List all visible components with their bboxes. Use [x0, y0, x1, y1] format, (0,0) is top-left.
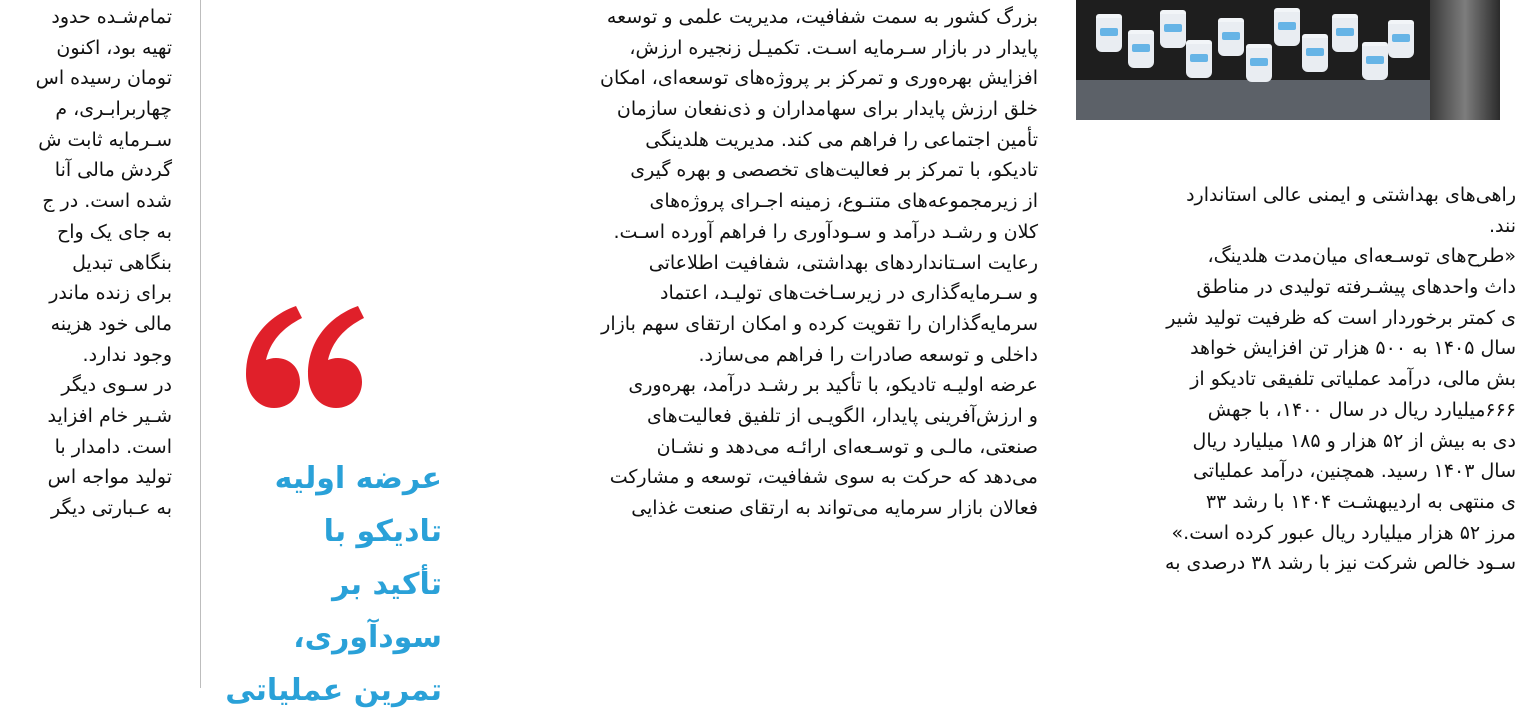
right-column-line: مرز ۵۲ هزار میلیارد ریال عبور کرده است.»	[1171, 521, 1516, 544]
left-text-column	[0, 2, 172, 524]
middle-column-line: سرمایه‌گذاران را تقویت کرده و امکان ارتقای سهم بازار	[601, 312, 1038, 335]
right-column-line: دی به بیش از ۵۲ هزار و ۱۸۵ میلیارد ریال	[1192, 429, 1516, 452]
middle-column-line: از زیرمجموعه‌های متنـوع، زمینه اجـرای پروژه‌های	[649, 190, 1038, 213]
dairy-production-line-photo	[1076, 0, 1500, 120]
pull-quote-line: تادیکو با	[323, 514, 442, 549]
middle-column-line: فعالان بازار سرمایه می‌تواند به ارتقای صنعت غذایی	[631, 497, 1038, 519]
pull-quote-line: عرضه اولیه	[274, 461, 442, 496]
right-column-line: راهی‌های بهداشتی و ایمنی عالی استاندارد	[1186, 184, 1516, 206]
middle-column-line: تأمین اجتماعی را فراهم می کند. مدیریت هلدینگی	[645, 128, 1038, 151]
middle-column-line: بزرگ کشور به سمت شفافیت، مدیریت علمی و توسعه	[606, 6, 1038, 28]
pull-quote-line: تمرین عملیاتی	[225, 673, 442, 708]
left-column-line: گردش مالی آنا	[54, 159, 172, 182]
right-column-line: ی منتهی به اردیبهشـت ۱۴۰۴ با رشد ۳۳	[1205, 490, 1516, 513]
middle-column-line: رعایت اسـتانداردهای بهداشتی، شفافیت اطلاعاتی	[648, 251, 1038, 274]
filling-machine	[1430, 0, 1500, 120]
pull-quote	[225, 452, 442, 708]
right-column-line: سـود خالص شرکت نیز با رشد ۳۸ درصدی به	[1165, 552, 1516, 575]
middle-column-line: خلق ارزش پایدار برای سهامداران و ذی‌نفعان سازمان	[616, 98, 1038, 121]
middle-column-line: صنعتی، مالـی و توسـعه‌ای ارائـه می‌دهد و نشـان	[656, 435, 1038, 458]
middle-column-line: داخلی و توسعه صادرات را فراهم می‌سازد.	[698, 343, 1038, 366]
middle-column-line: عرضه اولیـه تادیکو، با تأکید بر رشـد درآمد، بهره‌وری	[628, 374, 1038, 397]
middle-column-line: پایدار در بازار سـرمایه اسـت. تکمیـل زنجیره ارزش،	[629, 36, 1038, 59]
column-divider	[200, 0, 201, 688]
right-column-line: ۶۶۶میلیارد ریال در سال ۱۴۰۰، با جهش	[1207, 398, 1516, 421]
right-column-line: سال ۱۴۰۳ رسید. همچنین، درآمد عملیاتی	[1192, 460, 1516, 483]
left-column-line: است. دامدار با	[54, 435, 172, 458]
left-column-line: تهیه بود، اکنون	[56, 36, 172, 59]
left-column-line: در سـوی دیگر	[61, 374, 172, 397]
right-column-line: سال ۱۴۰۵ به ۵۰۰ هزار تن افزایش خواهد	[1190, 337, 1516, 360]
middle-column-line: و سـرمایه‌گذاری در زیرسـاخت‌های تولیـد، اعتماد	[660, 282, 1038, 305]
middle-column-line: می‌دهد که حرکت به سوی شفافیت، توسعه و مشارکت	[609, 466, 1038, 489]
left-column-line: تومان رسیده اس	[35, 67, 172, 90]
left-column-line: بنگاهی تبدیل	[72, 251, 172, 274]
left-column-line: به عـبارتی دیگر	[50, 497, 172, 519]
right-column-line: «طرح‌های توسـعه‌ای میان‌مدت هلدینگ،	[1207, 245, 1516, 268]
left-column-line: چهاربرابـری، م	[55, 98, 172, 121]
left-column-line: مالی خود هزینه	[50, 312, 172, 335]
right-column-line: داث واحدهای پیشـرفته تولیدی در مناطق	[1196, 276, 1516, 299]
left-column-line: برای زنده ماندر	[49, 282, 172, 305]
pull-quote-line: تأکید بر	[332, 567, 442, 602]
left-column-line: وجود ندارد.	[82, 343, 172, 366]
left-column-line: تولید مواجه اس	[47, 466, 172, 489]
middle-column-line: و ارزش‌آفرینی پایدار، الگویـی از تلفیق فعالیت‌های	[646, 404, 1038, 427]
middle-column-line: کلان و رشـد درآمد و سـودآوری را فراهم آورده اسـت.	[613, 220, 1038, 243]
right-column-line: بش مالی، درآمد عملیاتی تلفیقی تادیکو از	[1190, 368, 1516, 391]
pull-quote-line: سودآوری،	[293, 620, 442, 655]
left-column-line: شده است. در ج	[42, 190, 172, 213]
right-column-line: ی کمتر برخوردار است که ظرفیت تولید شیر	[1166, 306, 1516, 329]
left-column-line: به جای یک واح	[56, 220, 172, 243]
right-column-line: نند.	[1488, 214, 1516, 237]
left-column-line: سـرمایه ثابت ش	[38, 128, 172, 151]
middle-column-line: تادیکو، با تمرکز بر فعالیت‌های تخصصی و بهره گیری	[630, 159, 1038, 182]
middle-column-line: افزایش بهره‌وری و تمرکز بر پروژه‌های توسعه‌ای، امکان	[600, 67, 1038, 90]
middle-text-column	[490, 2, 1038, 524]
quote-mark-icon	[238, 290, 368, 420]
left-column-line: تمام‌شـده حدود	[51, 6, 172, 28]
right-text-column	[1076, 180, 1516, 579]
left-column-line: شـیر خام افزاید	[47, 404, 172, 427]
